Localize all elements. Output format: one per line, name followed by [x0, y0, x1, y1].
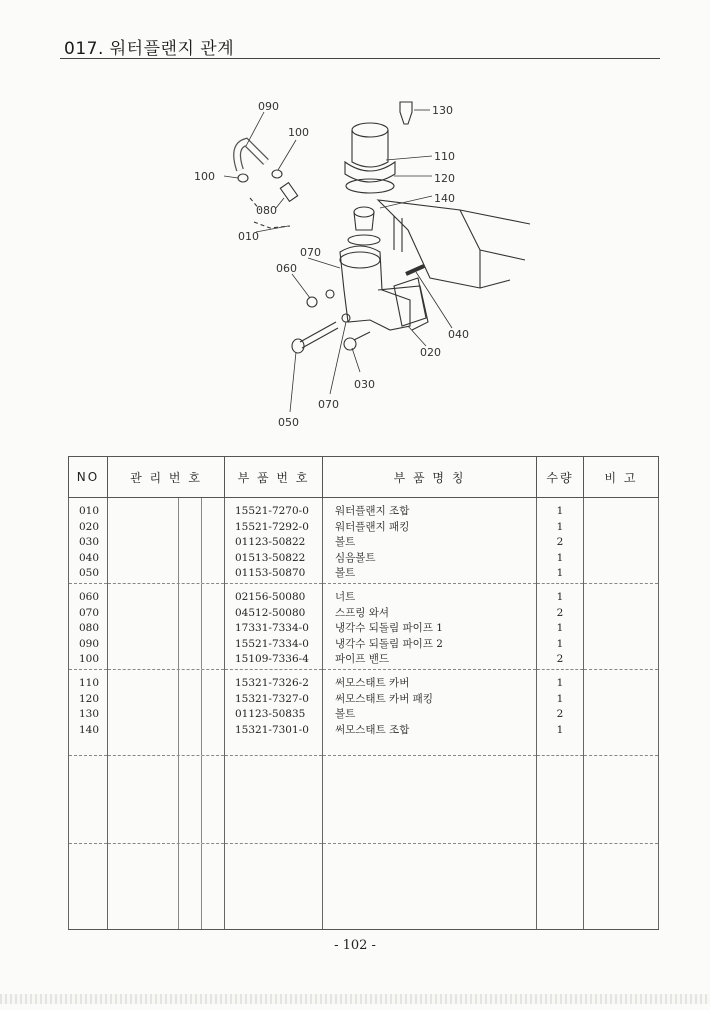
row-part-name: 심음볼트 [335, 551, 376, 564]
no-cell [69, 498, 108, 584]
row-qty: 1 [556, 723, 564, 736]
mgmt-cell [108, 584, 225, 670]
exploded-parts-diagram [180, 90, 560, 435]
row-part-name: 냉각수 되돌림 파이프 1 [335, 622, 443, 635]
engine-block [378, 200, 530, 288]
row-part-no: 01513-50822 [235, 551, 306, 564]
row-part-no: 17331-7334-0 [235, 622, 309, 635]
callout-040: 040 [448, 328, 469, 341]
row-part-name: 써모스태트 카버 패킹 [335, 692, 433, 705]
row-no: 110 [79, 677, 100, 689]
callout-020: 020 [420, 346, 441, 359]
row-part-name: 너트 [335, 591, 356, 603]
row-qty: 1 [556, 520, 564, 533]
row-no: 090 [79, 637, 100, 650]
bolt-130 [400, 102, 412, 124]
row-no: 060 [79, 591, 100, 603]
row-no: 140 [79, 723, 100, 736]
thermostat-gasket-120 [346, 179, 394, 193]
row-no: 040 [79, 551, 100, 564]
row-part-no: 15521-7334-0 [235, 637, 309, 650]
mgmt-cell [108, 498, 225, 584]
spring-washer-070b [342, 314, 350, 322]
row-qty: 1 [556, 505, 564, 517]
page-title: 017. 워터플랜지 관계 [64, 39, 235, 59]
part-name-cell [323, 498, 537, 584]
title-divider [60, 58, 660, 59]
qty-cell [537, 670, 584, 756]
row-no: 030 [79, 536, 100, 549]
qty-cell [537, 584, 584, 670]
row-part-no: 15321-7326-2 [235, 677, 309, 689]
row-no: 130 [79, 708, 100, 721]
row-qty: 1 [556, 692, 564, 705]
part-name-cell [323, 584, 537, 670]
header-remark: 비 고 [584, 457, 659, 498]
callout-090: 090 [258, 100, 279, 113]
row-part-name: 볼트 [335, 536, 356, 549]
row-part-no: 04512-50080 [235, 606, 306, 619]
callout-100a: 100 [288, 126, 309, 139]
spring-washer-070a [326, 290, 334, 298]
table-header-row [69, 457, 659, 498]
pipe-band-100a [272, 170, 282, 178]
row-part-name: 볼트 [335, 708, 356, 721]
header-part-no: 부 품 번 호 [225, 457, 323, 498]
row-no: 070 [79, 606, 100, 619]
row-part-name: 볼트 [335, 567, 356, 580]
row-part-name: 파이프 밴드 [335, 653, 390, 666]
remark-cell [584, 670, 659, 756]
row-part-no: 15321-7301-0 [235, 723, 309, 736]
row-part-no: 15521-7292-0 [235, 520, 309, 533]
callout-070a: 070 [300, 246, 321, 259]
row-qty: 2 [556, 606, 564, 619]
row-no: 010 [79, 505, 100, 517]
row-no: 080 [79, 622, 100, 635]
row-part-name: 써모스태트 카버 [335, 677, 410, 689]
header-no: NO [69, 457, 108, 498]
remark-cell [584, 584, 659, 670]
part-no-cell [225, 498, 323, 584]
table-row-group [69, 584, 659, 670]
part-no-cell [225, 584, 323, 670]
header-qty: 수량 [537, 457, 584, 498]
stud-bolt-040 [406, 266, 424, 274]
table-row-group [69, 670, 659, 756]
row-part-no: 01123-50835 [235, 708, 306, 721]
row-qty: 1 [556, 591, 564, 603]
nut-060 [307, 297, 317, 307]
no-cell [69, 584, 108, 670]
pipe-band-100b [238, 174, 248, 182]
row-part-no: 01153-50870 [235, 567, 306, 580]
part-no-cell [225, 670, 323, 756]
table-row-empty [69, 844, 659, 930]
row-qty: 1 [556, 677, 564, 689]
row-part-no: 01123-50822 [235, 536, 306, 549]
callout-060: 060 [276, 262, 297, 275]
row-part-no: 15521-7270-0 [235, 505, 309, 517]
row-no: 020 [79, 520, 100, 533]
callout-130: 130 [432, 104, 453, 117]
row-qty: 2 [556, 653, 564, 666]
row-qty: 1 [556, 567, 564, 580]
parts-table [68, 456, 659, 930]
row-qty: 1 [556, 637, 564, 650]
callout-120: 120 [434, 172, 455, 185]
row-part-name: 워터플랜지 조합 [335, 505, 410, 517]
row-part-no: 15321-7327-0 [235, 692, 309, 705]
row-part-no: 15109-7336-4 [235, 653, 309, 666]
row-no: 050 [79, 567, 100, 580]
callout-050: 050 [278, 416, 299, 429]
part-name-cell [323, 670, 537, 756]
row-qty: 1 [556, 622, 564, 635]
callout-140: 140 [434, 192, 455, 205]
row-qty: 2 [556, 536, 564, 549]
diagram-svg [180, 90, 560, 435]
row-qty: 1 [556, 551, 564, 564]
row-no: 100 [79, 653, 100, 666]
row-part-name: 써모스태트 조합 [335, 723, 410, 736]
callout-070b: 070 [318, 398, 339, 411]
callout-010: 010 [238, 230, 259, 243]
mgmt-cell [108, 670, 225, 756]
row-part-name: 워터플랜지 패킹 [335, 520, 410, 533]
row-qty: 2 [556, 708, 564, 721]
thermostat-cover-110 [352, 123, 388, 137]
page-number: - 102 - [334, 938, 376, 953]
qty-cell [537, 498, 584, 584]
scan-artifact [0, 994, 710, 1004]
table-row-group [69, 498, 659, 584]
row-part-name: 냉각수 되돌림 파이프 2 [335, 637, 443, 650]
header-part-name: 부 품 명 칭 [323, 457, 537, 498]
callout-080: 080 [256, 204, 277, 217]
pipe-080 [280, 183, 297, 202]
row-part-name: 스프링 와셔 [335, 606, 390, 619]
callout-110: 110 [434, 150, 455, 163]
table-row-empty [69, 756, 659, 844]
header-mgmt-no: 관 리 번 호 [108, 457, 225, 498]
no-cell [69, 670, 108, 756]
thermostat-140 [354, 207, 374, 217]
remark-cell [584, 498, 659, 584]
callout-100b: 100 [194, 170, 215, 183]
callout-030: 030 [354, 378, 375, 391]
row-part-no: 02156-50080 [235, 591, 306, 603]
row-no: 120 [79, 692, 100, 705]
bolt-050 [300, 322, 338, 348]
